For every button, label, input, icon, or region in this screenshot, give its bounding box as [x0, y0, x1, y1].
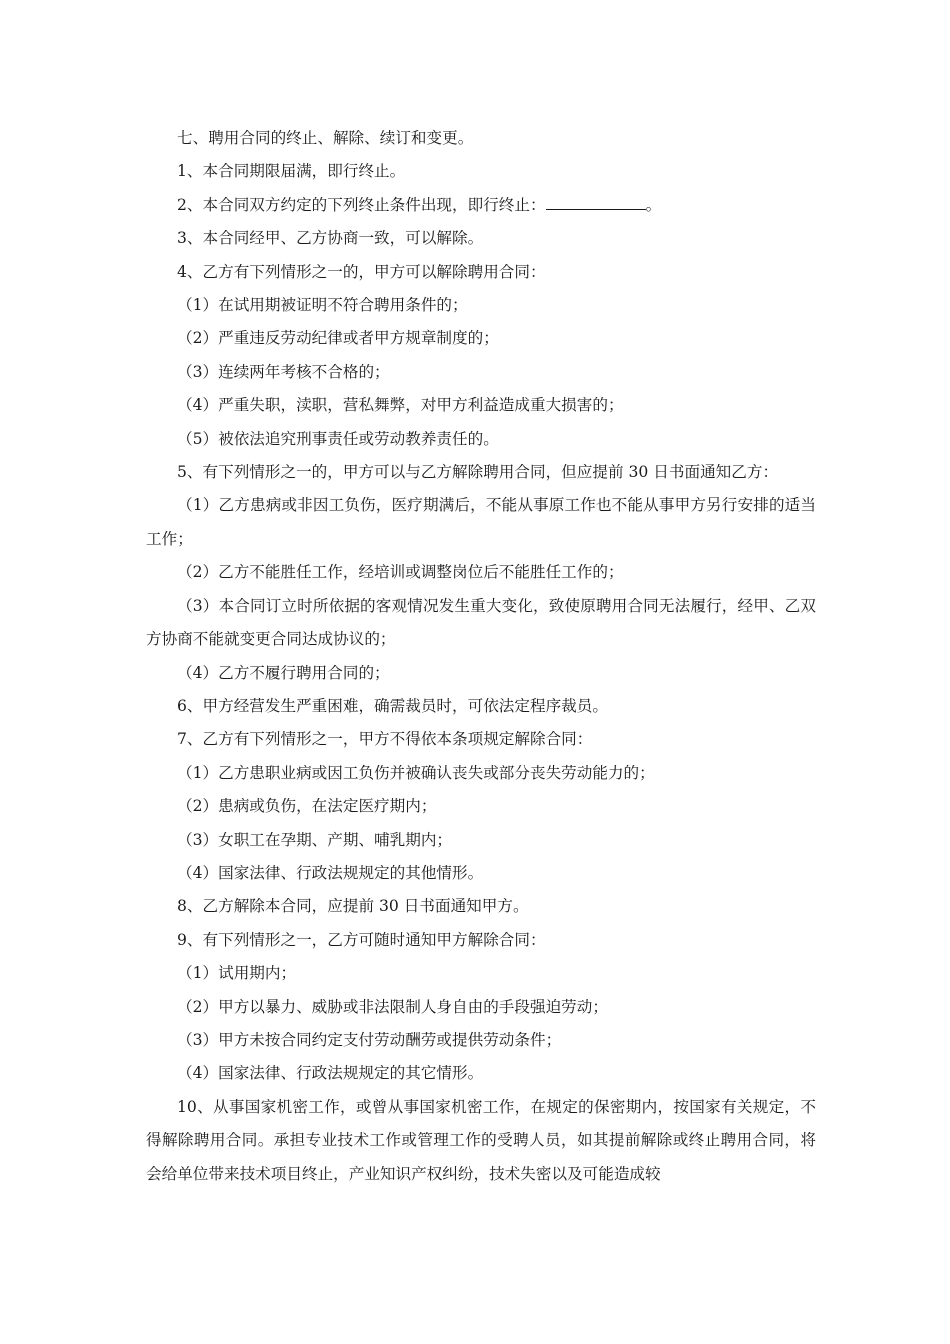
clause-9-item-1: （1）试用期内；: [177, 964, 297, 983]
clause-4-item-4: （4）严重失职，渎职，营私舞弊，对甲方利益造成重大损害的；: [177, 396, 624, 415]
clause-7-item-4: （4）国家法律、行政法规规定的其他情形。: [177, 863, 484, 882]
clause-7: 7、乙方有下列情形之一，甲方不得依本条项规定解除合同：: [177, 730, 593, 749]
clause-4-item-2: （2）严重违反劳动纪律或者甲方规章制度的；: [177, 329, 499, 348]
clause-9-item-3: （3）甲方未按合同约定支付劳动酬劳或提供劳动条件；: [177, 1030, 562, 1049]
clause-3: 3、本合同经甲、乙方协商一致，可以解除。: [177, 229, 484, 248]
clause-5-item-3: （3）本合同订立时所依据的客观情况发生重大变化，致使原聘用合同无法履行，经甲、乙双方协商不能就变更合同达成协议的；: [146, 596, 816, 649]
clause-4-item-3: （3）连续两年考核不合格的；: [177, 362, 390, 381]
clause-8: 8、乙方解除本合同，应提前 30 日书面通知甲方。: [177, 897, 529, 916]
clause-7-item-3: （3）女职工在孕期、产期、哺乳期内；: [177, 830, 453, 849]
clause-4: 4、乙方有下列情形之一的，甲方可以解除聘用合同：: [177, 262, 546, 281]
clause-9-item-4: （4）国家法律、行政法规规定的其它情形。: [177, 1064, 484, 1083]
clause-2-text: 2、本合同双方约定的下列终止条件出现，即行终止：: [177, 195, 546, 214]
clause-5-item-2: （2）乙方不能胜任工作，经培训或调整岗位后不能胜任工作的；: [177, 563, 624, 582]
clause-9: 9、有下列情形之一，乙方可随时通知甲方解除合同：: [177, 930, 546, 949]
clause-5: 5、有下列情形之一的，甲方可以与乙方解除聘用合同，但应提前 30 日书面通知乙方：: [177, 463, 779, 482]
clause-5-item-1: （1）乙方患病或非因工负伤，医疗期满后，不能从事原工作也不能从事甲方另行安排的适当工作；: [146, 496, 816, 548]
clause-1: 1、本合同期限届满，即行终止。: [177, 162, 406, 181]
fill-in-blank: [546, 192, 646, 210]
clause-6: 6、甲方经营发生严重困难，确需裁员时，可依法定程序裁员。: [177, 696, 608, 715]
clause-9-item-2: （2）甲方以暴力、威胁或非法限制人身自由的手段强迫劳动；: [177, 997, 608, 1016]
document-body: [146, 122, 816, 1191]
clause-5-item-4: （4）乙方不履行聘用合同的；: [177, 663, 390, 682]
clause-4-item-5: （5）被依法追究刑事责任或劳动教养责任的。: [177, 429, 499, 448]
clause-2-end: 。: [645, 195, 662, 214]
clause-7-item-2: （2）患病或负伤，在法定医疗期内；: [177, 797, 437, 816]
clause-7-item-1: （1）乙方患职业病或因工负伤并被确认丧失或部分丧失劳动能力的；: [177, 763, 655, 782]
clause-4-item-1: （1）在试用期被证明不符合聘用条件的；: [177, 296, 468, 315]
clause-2: [146, 189, 816, 222]
clause-10: 10、从事国家机密工作，或曾从事国家机密工作，在规定的保密期内，按国家有关规定，不得解除聘用合同。承担专业技术工作或管理工作的受聘人员，如其提前解除或终止聘用合同，将会给单位带来技术项目终止，产业知识产权纠纷，技术失密以及可能造成较: [146, 1097, 816, 1183]
section-heading: 七、聘用合同的终止、解除、续订和变更。: [177, 129, 474, 147]
